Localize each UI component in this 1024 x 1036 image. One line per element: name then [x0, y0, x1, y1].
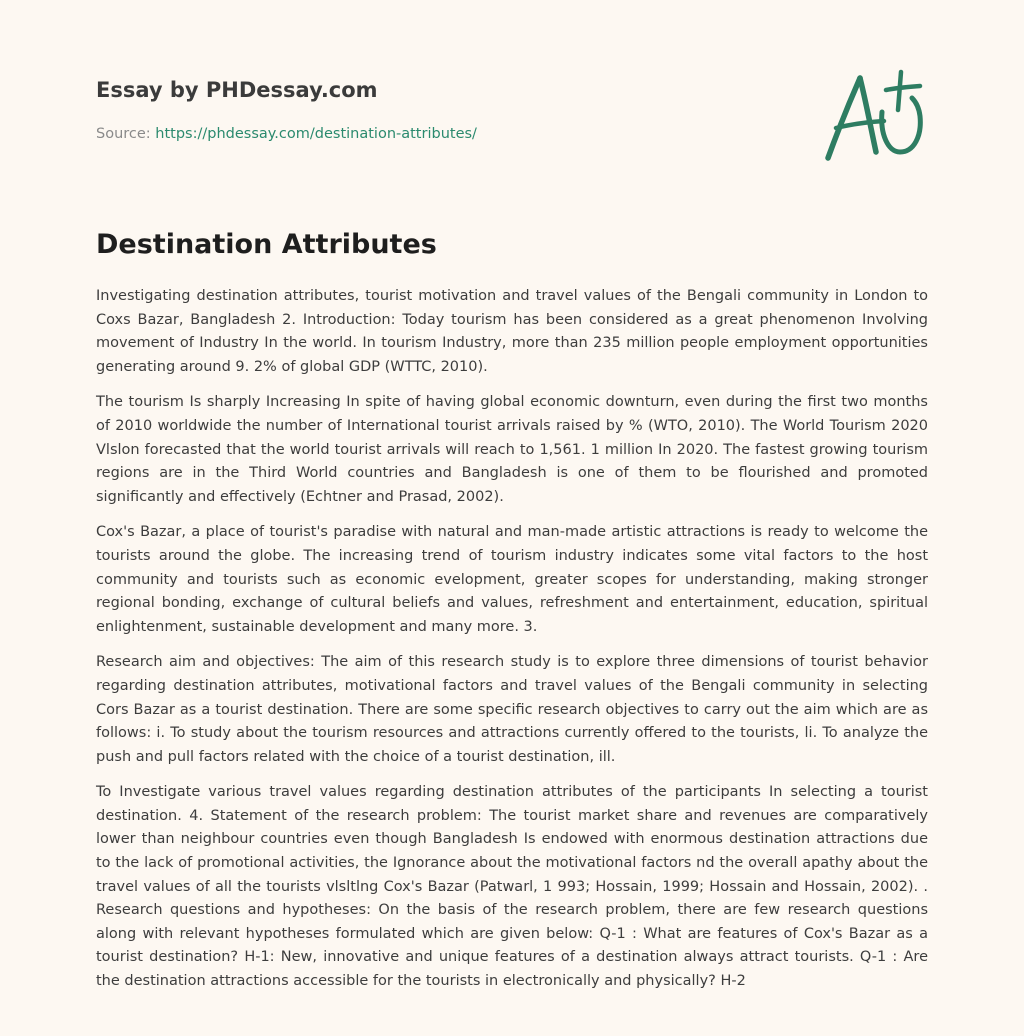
- a-plus-logo-icon: [822, 66, 928, 166]
- site-title: Essay by PHDessay.com: [96, 78, 378, 102]
- source-label: Source:: [96, 126, 156, 142]
- paragraph: Research aim and objectives: The aim of this research study is to explore three dimensions of tourist behavior regarding destination attributes, motivational factors and travel values of the Bengali community in selecting Cors Bazar as a tourist destination. There are some specific research objectives to carry out the aim which are as follows: i. To study about the tourism resources and attractions currently offered to the tourists, li. To analyze the push and pull factors related with the choice of a tourist destination, ill.: [96, 654, 928, 765]
- paragraph: To Investigate various travel values regarding destination attributes of the participants In selecting a tourist destination. 4. Statement of the research problem: The tourist market share and revenues are comparatively lower than neighbour countries even though Bangladesh Is endowed with enormous destination attractions due to the lack of promotional activities, the Ignorance about the motivational factors nd the overall apathy about the travel values of all the tourists vlsltlng Cox's Bazar (Patwarl, 1 993; Hossain, 1999; Hossain and Hossain, 2002). . Research questions and hypotheses: On the basis of the research problem, there are few research questions along with relevant hypotheses formulated which are given below: Q-1 : What are features of Cox's Bazar as a tourist destination? H-1: New, innovative and unique features of a destination always attract tourists. Q-1 : Are the destination attractions accessible for the tourists in electronically and physically? H-2: [96, 784, 928, 990]
- source-line: [96, 124, 796, 144]
- page-title: Destination Attributes: [96, 229, 437, 260]
- paragraph: Cox's Bazar, a place of tourist's paradise with natural and man-made artistic attractions is ready to welcome the tourists around the globe. The increasing trend of tourism industry indicates some vital factors to the host community and tourists such as economic evelopment, greater scopes for understanding, making stronger regional bonding, exchange of cultural beliefs and values, refreshment and entertainment, education, spiritual enlightenment, sustainable development and many more. 3.: [96, 524, 928, 635]
- paragraph: The tourism Is sharply Increasing In spite of having global economic downturn, even during the first two months of 2010 worldwide the number of International tourist arrivals raised by % (WTO, 2010). The World Tourism 2020 Vlslon forecasted that the world tourist arrivals will reach to 1,561. 1 million In 2020. The fastest growing tourism regions are in the Third World countries and Bangladesh is one of them to be flourished and promoted significantly and effectively (Echtner and Prasad, 2002).: [96, 394, 928, 505]
- page-header: [96, 76, 796, 144]
- paragraph: Investigating destination attributes, tourist motivation and travel values of the Bengali community in London to Coxs Bazar, Bangladesh 2. Introduction: Today tourism has been considered as a great phenomenon Involving movement of Industry In the world. In tourism Industry, more than 235 million people employment opportunities generating around 9. 2% of global GDP (WTTC, 2010).: [96, 288, 928, 375]
- source-link[interactable]: https://phdessay.com/destination-attributes/: [155, 126, 477, 142]
- essay-body: [96, 285, 928, 1006]
